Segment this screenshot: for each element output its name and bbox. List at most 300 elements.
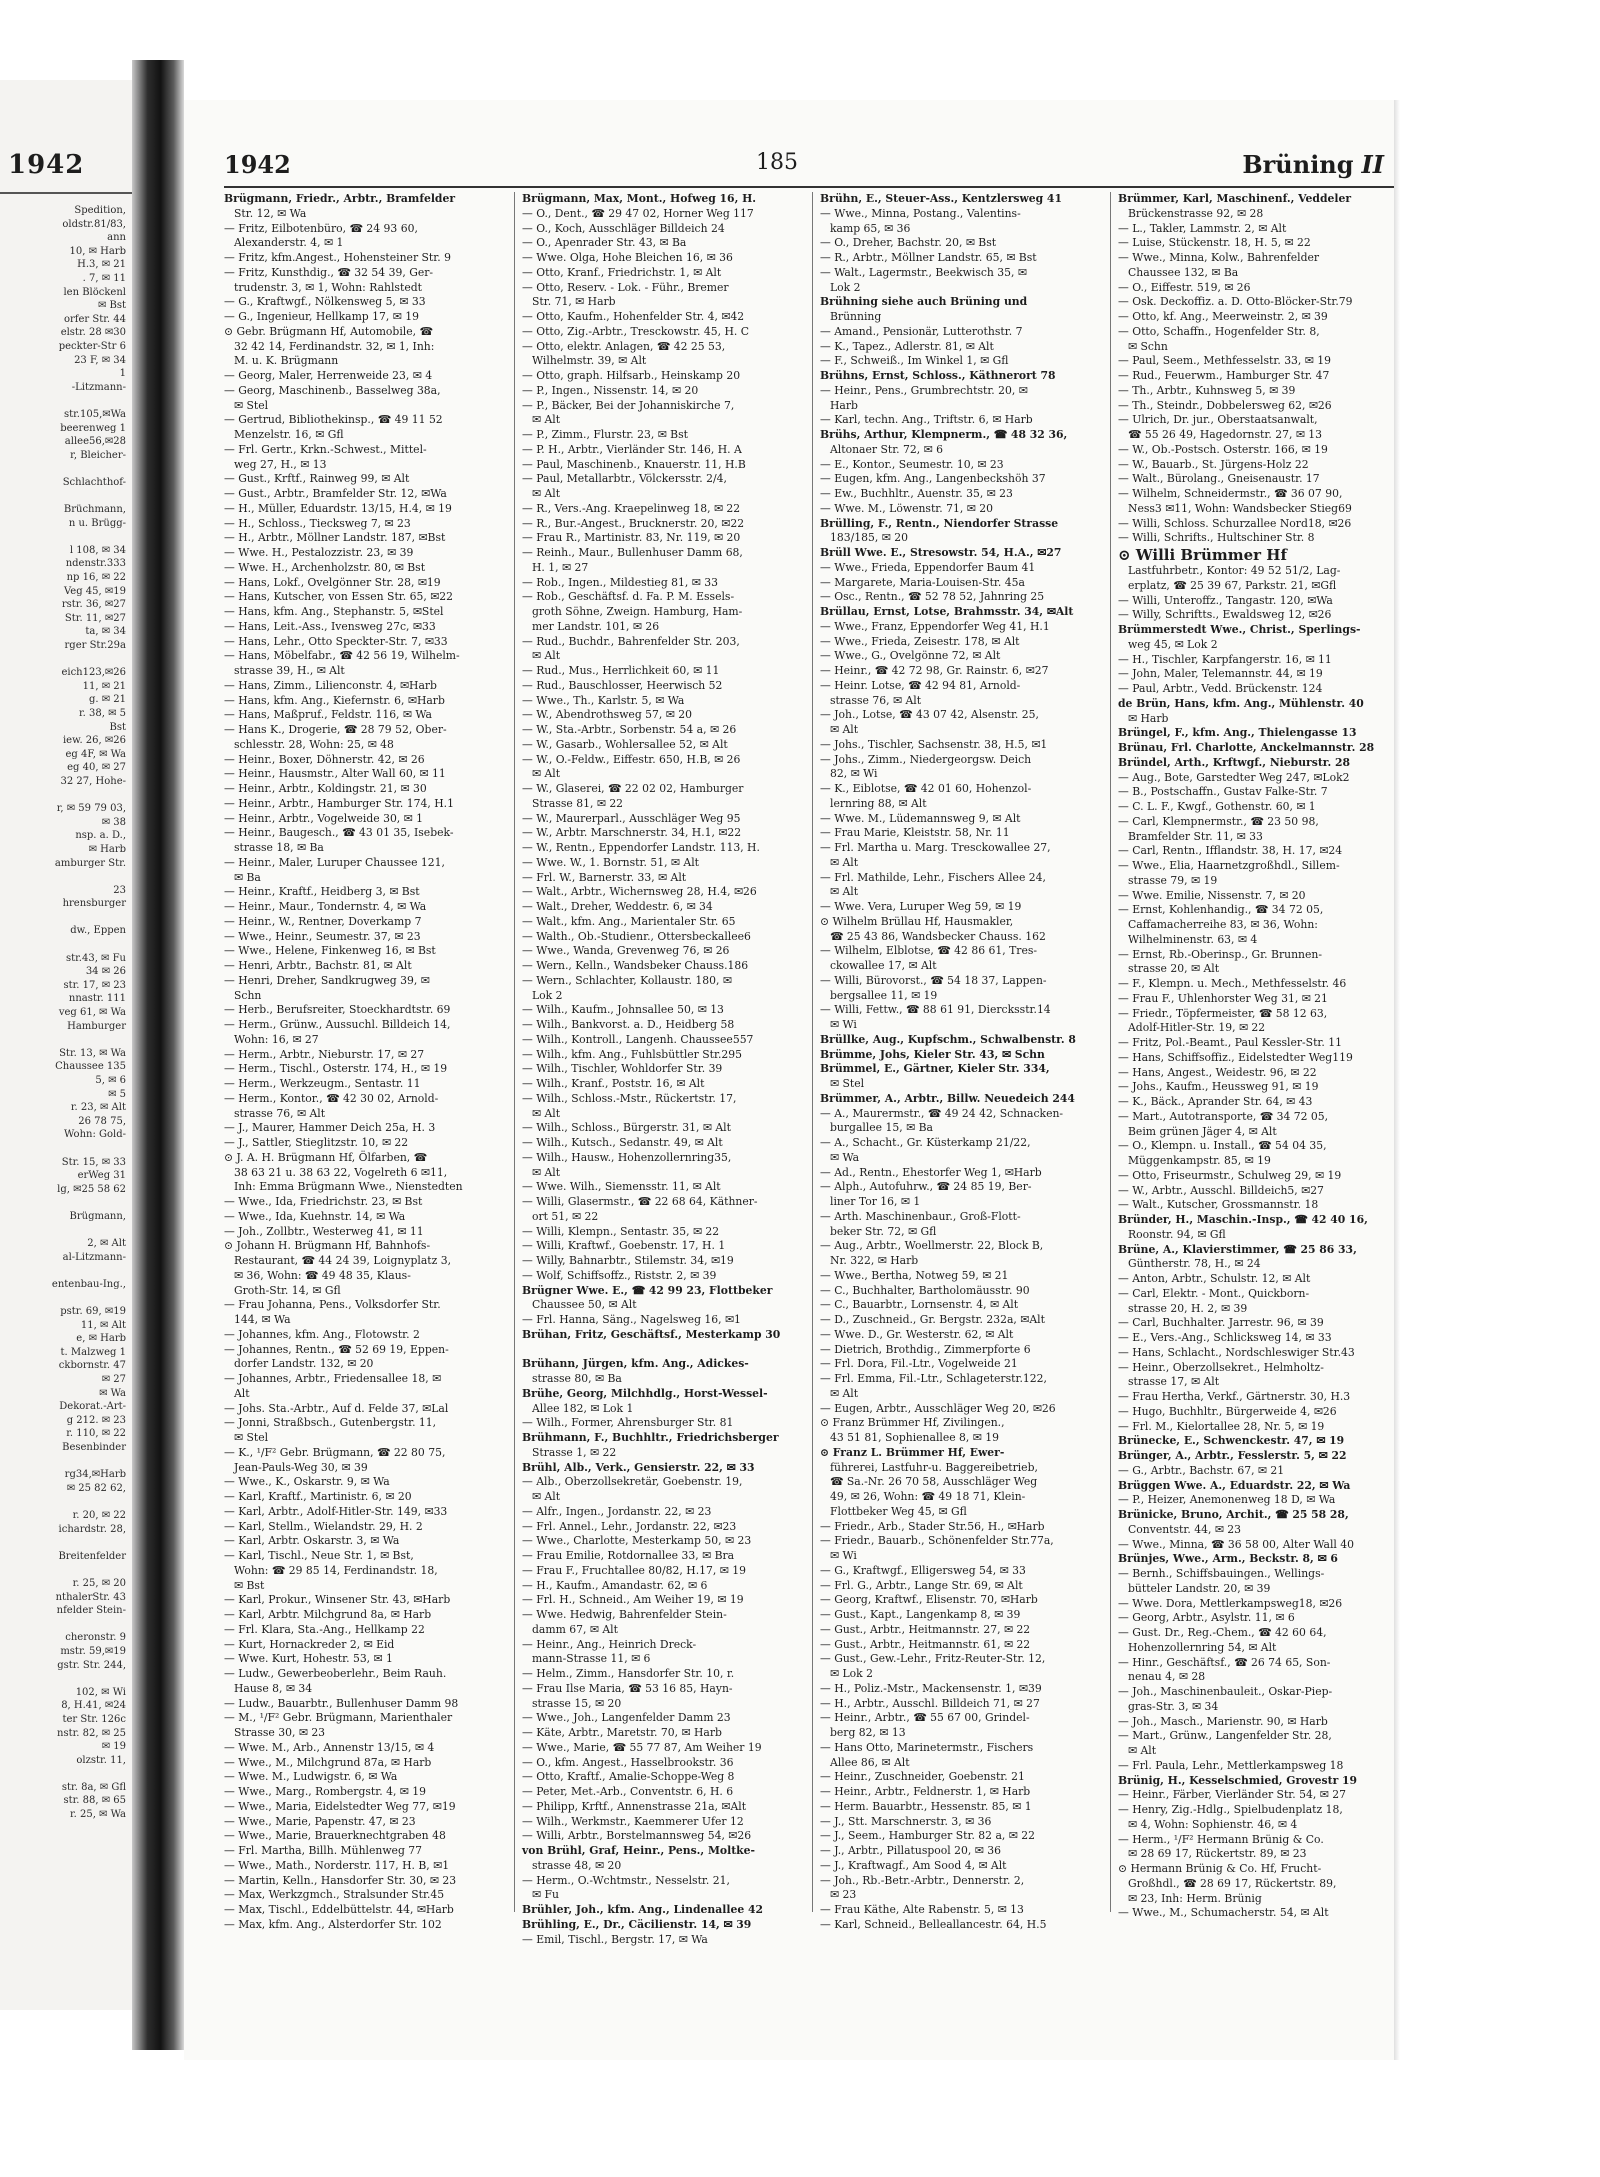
directory-entry-line: — Heinr., Pens., Grumbrechtstr. 20, ✉	[820, 383, 1028, 397]
directory-entry-line: ✉ Alt	[1128, 1744, 1157, 1757]
left-page-line: beerenweg 1	[60, 422, 126, 434]
directory-entry-line: — Luise, Stückenstr. 18, H. 5, ✉ 22	[1118, 236, 1311, 250]
directory-entry-line: — Willi, Klempn., Sentastr. 35, ✉ 22	[522, 1224, 720, 1238]
directory-entry-line: strasse 17, ✉ Alt	[1128, 1375, 1220, 1389]
directory-entry-line	[522, 1343, 804, 1358]
directory-entry-line: — Fritz, Kunsthdig., ☎ 32 54 39, Ger-	[224, 265, 434, 279]
left-page-line	[2, 394, 126, 408]
directory-entry-line: — K., ¹/F² Gebr. Brügmann, ☎ 22 80 75,	[224, 1445, 446, 1459]
directory-entry-line: ✉ Alt	[532, 767, 561, 781]
left-page-line: orfer Str. 44	[63, 313, 126, 325]
directory-entry-heading: Brünger, A., Arbtr., Fesslerstr. 5, ✉ 22	[1118, 1449, 1347, 1462]
directory-entry-line: — Hans, kfm. Ang., Stephanstr. 5, ✉Stel	[224, 605, 444, 618]
directory-entry-line: — W., Sta.-Arbtr., Sorbenstr. 54 a, ✉ 26	[522, 723, 737, 736]
directory-entry-heading: Brümmer, A., Arbtr., Billw. Neuedeich 244	[820, 1091, 1075, 1105]
left-page-line: Spedition,	[74, 205, 126, 216]
directory-entry-line: — Ernst, Kohlenhandig., ☎ 34 72 05,	[1118, 903, 1324, 917]
directory-entry-heading: Brünecke, E., Schwenckestr. 47, ✉ 19	[1118, 1434, 1345, 1448]
left-page-line: pstr. 69, ✉19	[60, 1306, 126, 1318]
left-page-line	[2, 462, 126, 476]
directory-entry-line: strasse 18, ✉ Ba	[234, 841, 324, 854]
left-page-line: Brügmann,	[69, 1210, 126, 1222]
directory-entry-line: — Frau Käthe, Alte Rabenstr. 5, ✉ 13	[820, 1903, 1024, 1916]
directory-entry-line: — Wwe. Vera, Luruper Weg 59, ✉ 19	[820, 900, 1022, 913]
directory-entry-line: — Frau Johanna, Pens., Volksdorfer Str.	[224, 1298, 441, 1312]
directory-entry-line: — Heinr., Boxer, Döhnerstr. 42, ✉ 26	[224, 752, 425, 766]
directory-entry-line: ✉ Stel	[830, 1077, 865, 1090]
left-page-line	[2, 1536, 126, 1550]
directory-entry-line: — Gust., Arbtr., Heitmannstr. 27, ✉ 22	[820, 1622, 1031, 1636]
directory-entry-line: ☎ 55 26 49, Hagedornstr. 27, ✉ 13	[1128, 428, 1323, 441]
directory-entry-line: — Otto, Kaufm., Hohenfelder Str. 4, ✉42	[522, 310, 745, 323]
directory-entry-line: — Wwe., Franz, Eppendorfer Weg 41, H.1	[820, 619, 1050, 633]
directory-entry-line: — Wilh., kfm. Ang., Fuhlsbüttler Str.295	[522, 1047, 743, 1061]
directory-entry-line: — Henri, Arbtr., Bachstr. 81, ✉ Alt	[224, 959, 412, 972]
left-page-line: ✉ 27	[101, 1374, 126, 1386]
directory-entry-line: Harb	[830, 398, 858, 412]
directory-entry-line: Alexanderstr. 4, ✉ 1	[234, 236, 344, 250]
directory-entry-line: — Heinr., Baugesch., ☎ 43 01 35, Isebek-	[224, 826, 454, 840]
directory-entry-line: — Paul, Metallarbtr., Völckersstr. 2/4,	[522, 472, 727, 486]
left-page-line: nstr. 82, ✉ 25	[57, 1727, 126, 1739]
directory-entry-line: — Hans Otto, Marinetermstr., Fischers	[820, 1740, 1034, 1754]
directory-entry-line: — W., Gasarb., Wohlersallee 52, ✉ Alt	[522, 737, 728, 751]
directory-entry-line: — Wwe. M., Löwenstr. 71, ✉ 20	[820, 501, 993, 515]
directory-entry-line: ✉ Alt	[532, 1165, 561, 1179]
directory-entry-line: trudenstr. 3, ✉ 1, Wohn: Rahlstedt	[234, 280, 422, 294]
directory-entry-line: — Otto, Kraftf., Amalie-Schoppe-Weg 8	[522, 1770, 735, 1784]
left-page-line: ckbornstr. 47	[58, 1360, 126, 1372]
directory-entry-line: — Wern., Kelln., Wandsbeker Chauss.186	[522, 959, 749, 972]
directory-entry-line: — Wern., Schlachter, Kollaustr. 180, ✉	[522, 973, 732, 987]
left-page-line: np 16, ✉ 22	[66, 572, 126, 584]
left-header-rule	[0, 192, 132, 194]
directory-entry-line: — Karl, Kraftf., Martinistr. 6, ✉ 20	[224, 1490, 412, 1503]
directory-entry-line: Schn	[234, 988, 262, 1002]
left-page-line: nthalerStr. 43	[55, 1591, 126, 1603]
directory-entry-line: — H., Müller, Eduardstr. 13/15, H.4, ✉ 19	[224, 501, 452, 515]
directory-entry-line: — Wilh., Schloss.-Mstr., Rückertstr. 17,	[522, 1091, 737, 1105]
directory-entry-line: — K., Bäck., Aprander Str. 64, ✉ 43	[1118, 1095, 1313, 1108]
left-page-line	[2, 1033, 126, 1047]
directory-entry-line: — Wwe., Minna, Kolw., Bahrenfelder	[1118, 251, 1320, 264]
directory-entry-line: — Herb., Berufsreiter, Stoeckhardtstr. 69	[224, 1003, 451, 1017]
directory-entry-line: erplatz, ☎ 25 39 67, Parkstr. 21, ✉Gfl	[1128, 578, 1337, 592]
left-page-line: e, ✉ Harb	[76, 1333, 126, 1345]
directory-entry-line: — Hans, Lehr., Otto Speckter-Str. 7, ✉33	[224, 634, 448, 648]
directory-entry-line: — Ludw., Bauarbtr., Bullenhuser Damm 98	[224, 1696, 459, 1710]
directory-entry-line: beker Str. 72, ✉ Gfl	[830, 1224, 937, 1238]
directory-entry-line: — Hans, Zimm., Lilienconstr. 4, ✉Harb	[224, 678, 437, 692]
left-page-line: gstr. Str. 244,	[57, 1659, 126, 1671]
directory-entry-line: strasse 20, ✉ Alt	[1128, 962, 1220, 976]
directory-entry-heading: Brünau, Frl. Charlotte, Anckelmannstr. 28	[1118, 741, 1375, 754]
left-page-line: r. 25, ✉ 20	[72, 1577, 126, 1589]
directory-entry-line: — G., Arbtr., Bachstr. 67, ✉ 21	[1118, 1463, 1285, 1477]
directory-entry-line: — Wwe., Helene, Finkenweg 16, ✉ Bst	[224, 944, 436, 958]
directory-entry-line: — Paul, Maschinenb., Knauerstr. 11, H.B	[522, 457, 746, 471]
left-page-line: . 7, ✉ 11	[82, 272, 126, 284]
directory-entry-line: Strasse 1, ✉ 22	[532, 1445, 617, 1459]
directory-entry-line: — Heinr., Arbtr., Hamburger Str. 174, H.1	[224, 796, 454, 810]
left-page-line	[2, 1767, 126, 1781]
directory-entry-line: ✉ Wi	[830, 1018, 857, 1031]
directory-entry-line: — Walt., Arbtr., Wichernsweg 28, H.4, ✉26	[522, 885, 757, 899]
left-page-line: ✉ 25 82 62,	[66, 1482, 126, 1494]
directory-entry-line: — Karl, techn. Ang., Triftstr. 6, ✉ Harb	[820, 413, 1033, 427]
left-page-line	[2, 1495, 126, 1509]
left-page-line: l 108, ✉ 34	[69, 544, 126, 556]
left-page-line: eg 40, ✉ 27	[67, 762, 126, 774]
directory-entry-line: — Aug., Arbtr., Woellmerstr. 22, Block B,	[820, 1239, 1044, 1253]
directory-entry-line: Nr. 322, ✉ Harb	[830, 1254, 919, 1267]
directory-entry-line: ✉ Alt	[830, 855, 859, 869]
directory-entry-heading: Brülling, F., Rentn., Niendorfer Strasse	[820, 516, 1059, 530]
left-page-line: r. 20, ✉ 22	[72, 1510, 126, 1521]
directory-entry-heading: Brümme, Johs, Kieler Str. 43, ✉ Schn	[820, 1047, 1045, 1061]
directory-entry-line: — Wwe. M., Arb., Annenstr 13/15, ✉ 4	[224, 1740, 435, 1754]
directory-entry-line: — Henry, Zig.-Hdlg., Spielbudenplatz 18,	[1118, 1803, 1343, 1816]
directory-entry-line: — Ad., Rentn., Ehestorfer Weg 1, ✉Harb	[820, 1165, 1042, 1179]
directory-entry-line: ✉ 23, Inh: Herm. Brünig	[1128, 1891, 1262, 1905]
directory-entry-heading: ⊙ Franz L. Brümmer Hf, Ewer-	[820, 1445, 1005, 1459]
directory-entry-line: — Johs., Kaufm., Heussweg 91, ✉ 19	[1118, 1080, 1319, 1094]
left-page-line: 11, ✉ Alt	[80, 1319, 126, 1331]
directory-entry-line: — O., Dreher, Bachstr. 20, ✉ Bst	[820, 236, 997, 250]
left-page-line: hrensburger	[62, 898, 126, 910]
directory-entry-line: Hohenzollernring 54, ✉ Alt	[1128, 1640, 1277, 1654]
directory-entry-line: — Wwe., Minna, Postang., Valentins-	[820, 206, 1021, 220]
directory-entry-line: — Frl. Dora, Fil.-Ltr., Vogelweide 21	[820, 1357, 1018, 1371]
left-page-line: entenbau-Ing.,	[51, 1278, 126, 1290]
directory-entry-line: — Heinr., Arbtr., Feldnerstr. 1, ✉ Harb	[820, 1785, 1031, 1798]
directory-entry-heading: Brünicke, Bruno, Archit., ☎ 25 58 28,	[1118, 1508, 1349, 1521]
directory-entry-line: — Mart., Autotransporte, ☎ 34 72 05,	[1118, 1109, 1329, 1123]
left-page-line: ann	[107, 232, 126, 244]
left-page-line: 5, ✉ 6	[95, 1075, 126, 1086]
directory-entry-line: — Frau Emilie, Rotdornallee 33, ✉ Bra	[522, 1549, 735, 1562]
directory-entry-line: — Hinr., Geschäftsf., ☎ 26 74 65, Son-	[1118, 1655, 1331, 1669]
directory-entry-line: Wilhelmstr. 39, ✉ Alt	[532, 354, 647, 368]
directory-entry-line: — W., Arbtr. Marschnerstr. 34, H.1, ✉22	[522, 826, 742, 840]
left-page-line: olzstr. 11,	[76, 1754, 126, 1766]
left-page-line: Breitenfelder	[58, 1550, 126, 1562]
directory-entry-line: Flottbeker Weg 45, ✉ Gfl	[830, 1504, 967, 1518]
directory-entry-line: — Heinr., Färber, Vierländer Str. 54, ✉ 27	[1118, 1788, 1346, 1802]
directory-entry-line: — P. H., Arbtr., Vierländer Str. 146, H. A	[522, 442, 742, 456]
page-year: 1942	[224, 150, 291, 179]
directory-entry-line: — Wolf, Schiffsoffz., Riststr. 2, ✉ 39	[522, 1268, 717, 1282]
directory-entry-heading: Brünjes, Wwe., Arm., Beckstr. 8, ✉ 6	[1118, 1552, 1338, 1566]
directory-entry-line: — W., Maurerparl., Ausschläger Weg 95	[522, 811, 741, 825]
directory-entry-line: Wohn: ☎ 29 85 14, Ferdinandstr. 18,	[234, 1563, 438, 1577]
directory-entry-line: — Georg, Arbtr., Asylstr. 11, ✉ 6	[1118, 1611, 1295, 1625]
directory-entry-line: — Hugo, Buchhltr., Bürgerweide 4, ✉26	[1118, 1404, 1337, 1418]
directory-entry-line: — Mart., Grünw., Langenfelder Str. 28,	[1118, 1729, 1332, 1743]
left-page-line: Chaussee 135	[55, 1061, 126, 1073]
directory-entry-line: — Wwe. M., Ludwigstr. 6, ✉ Wa	[224, 1770, 398, 1784]
directory-entry-line: ✉ Bst	[234, 1578, 265, 1592]
directory-entry-line: — Gust., Krftf., Rainweg 99, ✉ Alt	[224, 472, 410, 486]
directory-entry-heading: Brümmerstedt Wwe., Christ., Sperlings-	[1118, 623, 1361, 636]
directory-entry-line: H. 1, ✉ 27	[532, 560, 589, 574]
directory-entry-line: — L., Takler, Lammstr. 2, ✉ Alt	[1118, 221, 1287, 235]
directory-entry-line: — W., Bauarb., St. Jürgens-Holz 22	[1118, 457, 1309, 471]
directory-entry-line: — Willi, Arbtr., Borstelmannsweg 54, ✉26	[522, 1829, 752, 1843]
left-page-line: Wohn: Gold-	[63, 1129, 126, 1141]
directory-entry-line: — Wilhelm, Schneidermstr., ☎ 36 07 90,	[1118, 487, 1343, 500]
directory-entry-line: — Alb., Oberzollsekretär, Goebenstr. 19,	[522, 1475, 743, 1489]
left-page-line: eich123,✉26	[61, 667, 126, 679]
directory-entry-line: — W., Abendrothsweg 57, ✉ 20	[522, 708, 692, 722]
directory-entry-line: — Wilh., Kontroll., Langenh. Chaussee557	[522, 1032, 754, 1046]
directory-entry-line: — Frau Hertha, Verkf., Gärtnerstr. 30, H.3	[1118, 1390, 1351, 1403]
directory-entry-line: — Walth., Ob.-Studienr., Ottersbeckallee6	[522, 929, 751, 943]
directory-entry-line: — Johs., Zimm., Niedergeorgsw. Deich	[820, 752, 1032, 766]
directory-entry-line: Chaussee 132, ✉ Ba	[1128, 265, 1239, 279]
directory-entry-line: — F., Schweiß., Im Winkel 1, ✉ Gfl	[820, 354, 1009, 368]
directory-entry-line: — H., Schloss., Tiecksweg 7, ✉ 23	[224, 516, 411, 530]
directory-entry-heading: Bründer, H., Maschin.-Insp., ☎ 42 40 16,	[1118, 1213, 1368, 1226]
directory-entry-heading: Brümmer, Karl, Maschinenf., Veddeler	[1118, 192, 1352, 205]
directory-entry-line: — Ernst, Rb.-Oberinsp., Gr. Brunnen-	[1118, 947, 1322, 961]
directory-entry-line: — Fritz, Eilbotenbüro, ☎ 24 93 60,	[224, 221, 418, 235]
directory-entry-line: — P., Heizer, Anemonenweg 18 D, ✉ Wa	[1118, 1493, 1336, 1507]
directory-entry-line: ✉ 28 69 17, Rückertstr. 89, ✉ 23	[1128, 1847, 1307, 1861]
directory-entry-line: — Johs., Tischler, Sachsenstr. 38, H.5, ✉1	[820, 737, 1048, 751]
directory-entry-line: — Wilh., Kaufm., Johnsallee 50, ✉ 13	[522, 1003, 724, 1017]
directory-entry-line: — Wwe. Olga, Hohe Bleichen 16, ✉ 36	[522, 251, 733, 264]
directory-entry-heading: Brühning siehe auch Brüning und	[820, 295, 1028, 309]
directory-entry-line: Bramfelder Str. 11, ✉ 33	[1128, 829, 1263, 843]
directory-entry-line: — Anton, Arbtr., Schulstr. 12, ✉ Alt	[1118, 1272, 1311, 1285]
directory-entry-line: — Max, Werkzgmch., Stralsunder Str.45	[224, 1888, 445, 1902]
directory-entry-line: — Rob., Ingen., Mildestieg 81, ✉ 33	[522, 575, 718, 589]
directory-entry-line: — Jonni, Straßbsch., Gutenbergstr. 11,	[224, 1416, 437, 1430]
directory-entry-line: — Gust., Gew.-Lehr., Fritz-Reuter-Str. 12,	[820, 1652, 1046, 1666]
directory-entry-line: — Heinr., Kraftf., Heidberg 3, ✉ Bst	[224, 885, 420, 899]
left-page-line: cheronstr. 9	[65, 1632, 126, 1644]
directory-entry-line: — Wwe., Th., Karlstr. 5, ✉ Wa	[522, 693, 685, 707]
directory-entry-line: — Hans, Kutscher, von Essen Str. 65, ✉22	[224, 590, 454, 604]
directory-entry-heading: Brühling, E., Dr., Cäcilienstr. 14, ✉ 39	[522, 1917, 752, 1931]
directory-entry-line: — O., Dent., ☎ 29 47 02, Horner Weg 117	[522, 206, 754, 220]
directory-entry-line: Groth-Str. 14, ✉ Gfl	[234, 1283, 341, 1297]
directory-entry-line: — Heinr., Arbtr., Koldingstr. 21, ✉ 30	[224, 782, 427, 795]
directory-entry-line: — Otto, Friseurmstr., Schulweg 29, ✉ 19	[1118, 1168, 1342, 1182]
directory-entry-line: — Wwe. H., Pestalozzistr. 23, ✉ 39	[224, 546, 414, 559]
directory-entry-line: Caffamacherreihe 83, ✉ 36, Wohn:	[1128, 918, 1318, 931]
left-page-line: Schlachthof-	[62, 476, 126, 488]
left-page-line: ter Str. 126c	[62, 1713, 126, 1725]
directory-entry-line: — R., Arbtr., Möllner Landstr. 65, ✉ Bst	[820, 251, 1037, 264]
directory-entry-line: strasse 39, H., ✉ Alt	[234, 664, 345, 677]
left-page-line: Str. 13, ✉ Wa	[59, 1047, 126, 1059]
directory-entry-line: — J., Seem., Hamburger Str. 82 a, ✉ 22	[820, 1829, 1035, 1843]
left-page-line	[2, 938, 126, 952]
left-page-line: str. 17, ✉ 23	[63, 979, 126, 991]
directory-entry-line: Lok 2	[532, 988, 563, 1002]
directory-entry-line: strasse 76, ✉ Alt	[234, 1106, 326, 1120]
directory-entry-line: strasse 80, ✉ Ba	[532, 1372, 622, 1385]
directory-entry-line: ckowallee 17, ✉ Alt	[830, 959, 937, 972]
directory-entry-line: — Arth. Maschinenbaur., Groß-Flott-	[820, 1209, 1021, 1223]
directory-entry-line: — Paul, Arbtr., Vedd. Brückenstr. 124	[1118, 682, 1323, 695]
directory-entry-line: — Johannes, Rentn., ☎ 52 69 19, Eppen-	[224, 1342, 449, 1356]
directory-entry-line: — D., Zuschneid., Gr. Bergstr. 232a, ✉Alt	[820, 1313, 1045, 1326]
directory-entry-line: — W., Ob.-Postsch. Osterstr. 166, ✉ 19	[1118, 442, 1328, 456]
directory-entry-line: — Georg, Kraftwf., Elisenstr. 70, ✉Harb	[820, 1593, 1038, 1607]
directory-entry-line: — Frl. Hanna, Säng., Nagelsweg 16, ✉1	[522, 1313, 741, 1326]
directory-entry-line: — Alph., Autofuhrw., ☎ 24 85 19, Ber-	[820, 1180, 1032, 1194]
directory-entry-line: — Wilh., Werkmstr., Kaemmerer Ufer 12	[522, 1814, 744, 1828]
directory-entry-line: ✉ Fu	[532, 1888, 559, 1902]
directory-entry-line: Strasse 30, ✉ 23	[234, 1726, 326, 1739]
directory-entry-line: — G., Kraftwgf., Elligersweg 54, ✉ 33	[820, 1563, 1026, 1577]
directory-entry-line: M. u. K. Brügmann	[234, 354, 339, 368]
directory-column-3	[820, 192, 1102, 1931]
directory-entry-line: damm 67, ✉ Alt	[532, 1622, 618, 1636]
directory-entry-line: — Herm., Kontor., ☎ 42 30 02, Arnold-	[224, 1091, 439, 1105]
directory-entry-line: — Frau Ilse Maria, ☎ 53 16 85, Hayn-	[522, 1681, 733, 1695]
directory-entry-line: — Wilh., Schloss., Bürgerstr. 31, ✉ Alt	[522, 1121, 731, 1135]
directory-entry-line: — O., Koch, Ausschläger Billdeich 24	[522, 221, 725, 235]
directory-entry-line: Menzelstr. 16, ✉ Gfl	[234, 428, 344, 441]
directory-entry-line: — Otto, kf. Ang., Meerweinstr. 2, ✉ 39	[1118, 310, 1328, 323]
directory-entry-line: — Rud., Mus., Herrlichkeit 60, ✉ 11	[522, 664, 720, 677]
directory-entry-line: dorfer Landstr. 132, ✉ 20	[234, 1357, 374, 1371]
directory-entry-line: Strasse 81, ✉ 22	[532, 796, 624, 810]
directory-entry-line: kamp 65, ✉ 36	[830, 221, 911, 235]
left-page-line: 11, ✉ 21	[82, 680, 126, 692]
left-page-line	[2, 1264, 126, 1278]
page-edge	[1394, 100, 1400, 2060]
left-page-line: str. 8a, ✉ Gfl	[61, 1781, 126, 1793]
directory-entry-line: — Georg, Maler, Herrenweide 23, ✉ 4	[224, 369, 433, 382]
directory-column-4	[1118, 192, 1400, 1920]
directory-entry-line: ✉ 23	[830, 1888, 857, 1902]
left-page-line: mstr. 59,✉19	[60, 1645, 126, 1657]
directory-entry-line: — K., Tapez., Adlerstr. 81, ✉ Alt	[820, 339, 994, 353]
directory-entry-line: — Wwe., Frieda, Eppendorfer Baum 41	[820, 560, 1036, 574]
directory-entry-line: — H., Kaufm., Amandastr. 62, ✉ 6	[522, 1578, 708, 1592]
directory-entry-line: — C., Bauarbtr., Lornsenstr. 4, ✉ Alt	[820, 1298, 1019, 1312]
left-page-line: eg 4F, ✉ Wa	[65, 748, 126, 760]
directory-entry-line: — H., Poliz.-Mstr., Mackensenstr. 1, ✉39	[820, 1681, 1042, 1695]
directory-entry-line: — Reinh., Maur., Bullenhuser Damm 68,	[522, 546, 743, 559]
directory-entry-line: — G., Kraftwgf., Nölkensweg 5, ✉ 33	[224, 295, 426, 309]
left-page-line: elstr. 28 ✉30	[60, 327, 126, 339]
directory-entry-line: — Ew., Buchhltr., Auenstr. 35, ✉ 23	[820, 487, 1013, 500]
directory-entry-heading: Brühn, E., Steuer-Ass., Kentzlersweg 41	[820, 192, 1062, 205]
directory-entry-line: — John, Maler, Telemannstr. 44, ✉ 19	[1118, 667, 1323, 681]
directory-entry-line: — Hans K., Drogerie, ☎ 28 79 52, Ober-	[224, 723, 447, 736]
left-page-line: r, Bleicher-	[70, 449, 126, 461]
left-page-line: n u. Brügg-	[68, 517, 126, 529]
directory-entry-heading: Brühs, Arthur, Klempnerm., ☎ 48 32 36,	[820, 428, 1068, 441]
directory-entry-line: — Wwe., Ida, Kuehnstr. 14, ✉ Wa	[224, 1209, 406, 1223]
directory-entry-line: — Walt., Lagermstr., Beekwisch 35, ✉	[820, 265, 1027, 279]
left-page-line: nfelder Stein-	[56, 1605, 126, 1617]
directory-entry-line: — Wilh., Former, Ahrensburger Str. 81	[522, 1416, 734, 1430]
directory-entry-line: — Eugen, kfm. Ang., Langenbeckshöh 37	[820, 472, 1046, 486]
directory-entry-line: bergsallee 11, ✉ 19	[830, 988, 938, 1002]
directory-entry-line: — Willi, Kraftwf., Goebenstr. 17, H. 1	[522, 1239, 726, 1253]
directory-entry-line: Alt	[234, 1386, 250, 1400]
directory-entry-line: — Joh., Maschinenbauleit., Oskar-Piep-	[1118, 1685, 1333, 1698]
directory-entry-line: Inh: Emma Brügmann Wwe., Nienstedten	[234, 1180, 463, 1194]
directory-entry-line: — Wwe., Frieda, Zeisestr. 178, ✉ Alt	[820, 634, 1020, 648]
directory-entry-line: — Willi, Schrifts., Hultschiner Str. 8	[1118, 531, 1315, 545]
directory-entry-line: ✉ Alt	[830, 723, 859, 736]
directory-entry-line: ✉ Alt	[830, 885, 859, 899]
directory-entry-line: — F., Klempn. u. Mech., Methfesselstr. 46	[1118, 977, 1347, 990]
directory-entry-line: — Joh., Zollbtr., Westerweg 41, ✉ 11	[224, 1224, 424, 1238]
directory-entry-line: mer Landstr. 101, ✉ 26	[532, 619, 660, 633]
left-page-line	[2, 1455, 126, 1469]
directory-entry-line: ✉ Alt	[532, 487, 561, 500]
directory-entry-line: ⊙ J. A. H. Brügmann Hf, Ölfarben, ☎	[224, 1150, 428, 1164]
directory-entry-line: — Carl, Klempnermstr., ☎ 23 50 98,	[1118, 814, 1319, 828]
left-page-line: 2, ✉ Alt	[87, 1238, 126, 1250]
left-page-line: Veg 45, ✉19	[64, 585, 126, 597]
directory-entry-line: — Wwe., Joh., Langenfelder Damm 23	[522, 1711, 731, 1725]
directory-entry-line: — J., Maurer, Hammer Deich 25a, H. 3	[224, 1121, 436, 1135]
directory-entry-line: — Peter, Met.-Arb., Conventstr. 6, H. 6	[522, 1785, 734, 1798]
directory-entry-line: — Heinr., ☎ 42 72 98, Gr. Rainstr. 6, ✉27	[820, 664, 1049, 677]
directory-entry-line: — C., Buchhalter, Bartholomäusstr. 90	[820, 1283, 1030, 1297]
directory-entry-heading: Brüngel, F., kfm. Ang., Thielengasse 13	[1118, 726, 1357, 740]
directory-entry-heading: Brühler, Joh., kfm. Ang., Lindenallee 42	[522, 1903, 763, 1916]
directory-entry-line: — Wwe. D., Gr. Westerstr. 62, ✉ Alt	[820, 1327, 1014, 1341]
left-page-line: r. 38, ✉ 5	[78, 707, 126, 719]
directory-entry-heading: Brügmann, Friedr., Arbtr., Bramfelder	[224, 192, 456, 205]
directory-entry-line: — Otto, Schaffn., Hogenfelder Str. 8,	[1118, 324, 1320, 338]
directory-entry-line: — Wwe. M., Lüdemannsweg 9, ✉ Alt	[820, 811, 1021, 825]
left-page-line: 102, ✉ Wi	[75, 1686, 126, 1698]
directory-entry-line: — Helm., Zimm., Hansdorfer Str. 10, r.	[522, 1667, 735, 1680]
directory-entry-line: burgallee 15, ✉ Ba	[830, 1121, 933, 1135]
left-page-line: dw., Eppen	[70, 925, 126, 937]
directory-entry-line: 43 51 81, Sophienallee 8, ✉ 19	[830, 1431, 1000, 1444]
directory-entry-heading: Brühl, Alb., Verk., Gensierstr. 22, ✉ 33	[522, 1460, 755, 1474]
directory-entry-line: Altonaer Str. 72, ✉ 6	[830, 442, 943, 456]
directory-entry-line: — Osk. Deckoffiz. a. D. Otto-Blöcker-Str.79	[1118, 295, 1353, 309]
directory-entry-line: — Frl. Martha, Billh. Mühlenweg 77	[224, 1844, 423, 1857]
directory-entry-line: — Hans, Angest., Weidestr. 96, ✉ 22	[1118, 1065, 1317, 1079]
directory-entry-line: — Wilh., Tischler, Wohldorfer Str. 39	[522, 1062, 723, 1076]
directory-entry-heading: Brühan, Fritz, Geschäftsf., Mesterkamp 30	[522, 1327, 781, 1341]
directory-entry-line: — H., Arbtr., Möllner Landstr. 187, ✉Bst	[224, 531, 446, 545]
directory-entry-line: 144, ✉ Wa	[234, 1313, 291, 1326]
directory-entry-line: — Karl, Arbtr., Adolf-Hitler-Str. 149, ✉33	[224, 1504, 448, 1518]
directory-entry-line: — Willi, Fettw., ☎ 88 61 91, Diercksstr.14	[820, 1003, 1051, 1017]
directory-entry-line: ☎ Sa.-Nr. 26 70 58, Ausschläger Weg	[830, 1475, 1038, 1489]
left-page-line	[2, 1618, 126, 1632]
directory-entry-line: 32 42 14, Ferdinandstr. 32, ✉ 1, Inh:	[234, 339, 435, 353]
directory-entry-line: — Walt., kfm. Ang., Marientaler Str. 65	[522, 914, 736, 928]
directory-entry-line: — Eugen, Arbtr., Ausschläger Weg 20, ✉26	[820, 1401, 1056, 1415]
directory-entry-line: — J., Sattler, Stieglitzstr. 10, ✉ 22	[224, 1136, 409, 1149]
directory-entry-heading: Brühann, Jürgen, kfm. Ang., Adickes-	[522, 1357, 749, 1371]
directory-entry-line: — Wwe. W., 1. Bornstr. 51, ✉ Alt	[522, 855, 699, 869]
directory-entry-line: ort 51, ✉ 22	[532, 1209, 599, 1223]
left-page-line: ✉ Bst	[97, 300, 126, 312]
directory-entry-heading: Brünig, H., Kesselschmied, Grovestr 19	[1118, 1773, 1358, 1787]
directory-entry-line: — Wwe., Math., Norderstr. 117, H. B, ✉1	[224, 1858, 450, 1872]
directory-entry-line: ⊙ Hermann Brünig & Co. Hf, Frucht-	[1118, 1862, 1322, 1875]
left-page-line: iew. 26, ✉26	[62, 735, 126, 747]
